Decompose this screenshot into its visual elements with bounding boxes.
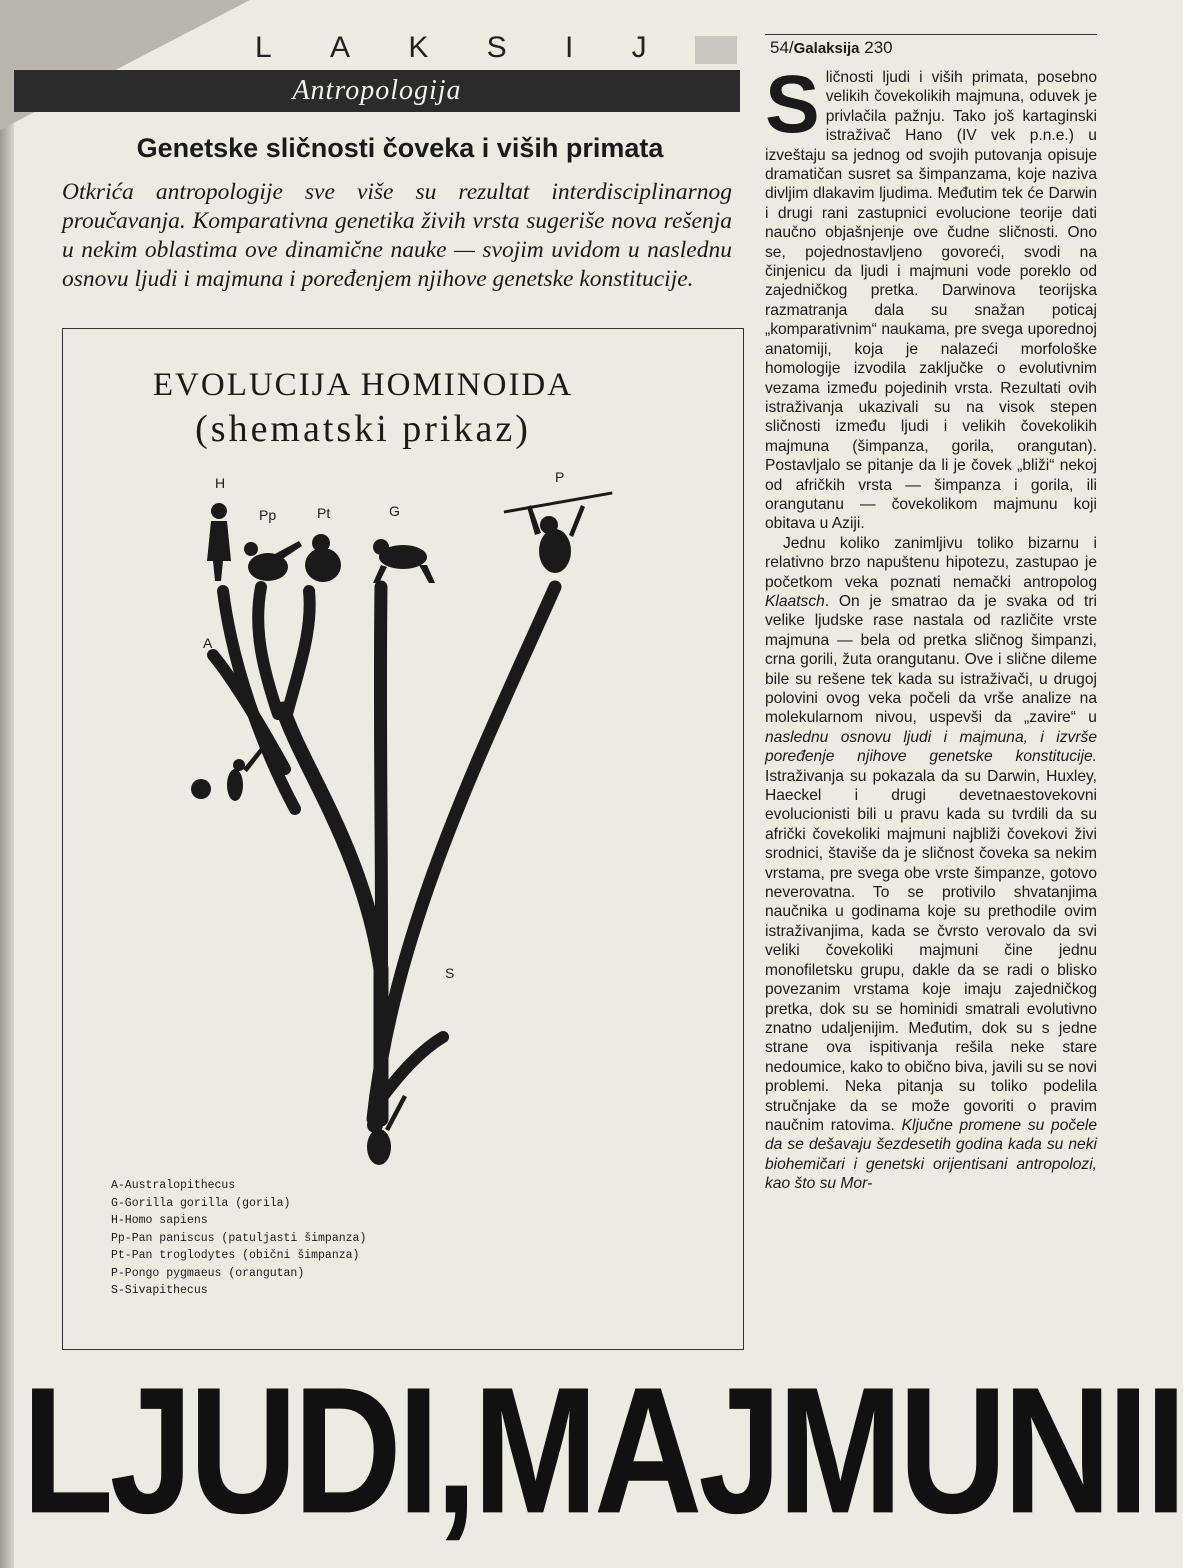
legend-item: P-Pongo pygmaeus (orangutan): [111, 1266, 305, 1280]
body-text-italic: Ključne promene su počele da se dešavaju šezdesetih godina kada su neki biohemičari i genetski orijentisani antropolozi, kao što su Mor-: [765, 1116, 1098, 1193]
headline: [22, 1342, 1183, 1558]
page-edge: [0, 0, 14, 1568]
tree-branch-perch: [504, 491, 613, 513]
headline-word: MAJMUNI: [473, 1348, 1146, 1551]
legend-item: H-Homo sapiens: [111, 1214, 208, 1227]
tree-label-h: H: [215, 475, 226, 491]
masthead-letter: A: [330, 31, 351, 64]
figure-title: EVOLUCIJA HOMINOIDA: [152, 367, 574, 403]
figure-legend: [111, 1177, 366, 1300]
masthead-letter: L: [255, 31, 272, 64]
headline-word: LJUDI,: [22, 1348, 474, 1551]
body-text-italic: naslednu osnovu ljudi i majmuna, i izvrše poređenje njihove genetske konstitucije.: [765, 728, 1097, 766]
phylogenetic-tree: [63, 329, 743, 1169]
issue-number: 230: [859, 38, 893, 57]
body-paragraph: [765, 59, 1097, 534]
magazine-name: Galaksija: [793, 40, 860, 57]
legend-item: Pp-Pan paniscus (patuljasti šimpanza): [111, 1231, 367, 1245]
article-lead: Otkrića antropologije sve više su rezultat interdisciplinarnog proučavanja. Komparativna genetika živih vrsta sugeriše nova rešenja u nekim oblastima ove dinamične nauke — svojim uvidom u naslednu osnovu ljudi i majmuna i poređenjem njihove genetske konstitucije.: [62, 179, 732, 292]
masthead-letter: K: [408, 31, 429, 64]
tree-label-a: A: [203, 635, 213, 651]
human-silhouette: [207, 503, 231, 581]
bonobo-silhouette: [244, 541, 302, 581]
masthead: [255, 30, 725, 66]
tree-label-g: G: [389, 503, 400, 519]
article-body: [765, 59, 1098, 1194]
chimpanzee-silhouette: [305, 534, 341, 582]
article-title: Genetske sličnosti čoveka i viših primata: [136, 133, 664, 163]
body-text: . On je smatrao da je svaka od tri velike ljudske rase nastala od različite vrste majmuna — bela od pretka sličnog šimpanzi, crna gorili, žuta orangutanu. Ove i slične dileme bile su rešene tek kada su istraživači, u drugoj polovini ovog veka počeli da vrše analize na molekularnom nivou, uspevši da „zavire“ u: [765, 592, 1097, 727]
masthead-letter: J: [631, 31, 647, 64]
column-rule: [765, 34, 1097, 35]
legend-item: Pt-Pan troglodytes (obični šimpanza): [111, 1249, 360, 1262]
headline-word: I: [1145, 1348, 1183, 1551]
page-number: [770, 38, 893, 58]
branch-pp: [258, 587, 278, 714]
body-text: Istraživanja su pokazala da su Darwin, Huxley, Haeckel i drugi devetnaestovekovni evolucionisti bili u pravu kada su tvrdili da su afrički čovekoliki majmuni najbliži čovekovi živi srodnici, štaviše da je sličnost čoveka sa nekim vrstama, pre svega obe vrste šimpanze, gotovo neverovatna. To se protivilo shvatanjima naučnika u godinama koje su prethodile ovim istraživanjima, kada se čvrsto verovalo da svi veliki čovekoliki majmuni čine jednu monofiletsku grupu, dakle da se radi o blisko povezanim vrstama koje imaju zajedničkog pretka, dok su se hominidi smatrali evolutivno znatno udaljenijim. Međutim, dok su s jedne strane ova ispitivanja rešila neke stare nedoumice, kako to obično biva, javili su se novi problemi. Neka pitanja su toliko podelila stručnjake da se može govoriti o pravim naučnim ratovima.: [765, 767, 1097, 1134]
legend-item: G-Gorilla gorilla (gorila): [111, 1196, 291, 1210]
tree-label-pt: Pt: [317, 505, 331, 521]
branch-p: [373, 587, 555, 1119]
tree-label-p: P: [555, 469, 565, 485]
branch-main: [283, 709, 381, 1119]
drop-cap: S: [765, 59, 820, 150]
page-number-value: 54/: [770, 38, 794, 57]
legend-item: A-Australopithecus: [111, 1179, 236, 1192]
tree-label-s: S: [445, 965, 455, 981]
masthead-block: [695, 36, 737, 64]
masthead-letter: S: [486, 31, 507, 64]
section-banner: Antropologija: [14, 70, 740, 112]
body-text: Jednu koliko zanimljivu toliko bizarnu i relativno brzo napuštenu hipotezu, zastupao je početkom veka poznati nemački antropolog: [765, 534, 1097, 591]
figure-subtitle: (shematski prikaz): [195, 408, 531, 450]
gorilla-silhouette: [373, 539, 435, 583]
body-text: ličnosti ljudi i viših primata, posebno velikih čovekolikih majmuna, oduvek je privlačila pažnju. Tako još kartaginski istraživač Hano (IV vek p.n.e.) u izveštaju sa jednog od svojih putovanja opisuje dramatičan susret sa šimpanzama, koje naziva divljim dlakavim ljudima. Međutim tek će Darwin i drugi rani zastupnici evolucione teorije dati naučno objašnjenje ove čudne sličnosti. Ono se, pojednostavljeno govoreći, svodi na činjenicu da ljudi i majmuni vode poreklo od zajedničkog pretka. Darwinova teorijska razmatranja dala su snažan poticaj „komparativnim“ naukama, pre svega uporednoj anatomiji, koja je nalazeći morfološke homologije izvodila zaključke o evolutivnim vezama između pojedinih vrsta. Rezultati ovih istraživanja ukazivali su na visok stepen sličnosti između ljudi i velikih čovekolikih majmuna (šimpanza, gorila, orangutan). Postavljalo se pitanje da li je čovek „bliži“ nekoj od afričkih vrsta — šimpanza i gorila, ili orangutanu — čovekolikom majmunu koji obitava u Aziji.: [765, 69, 1097, 533]
branch-pt: [287, 591, 310, 714]
body-text-italic: Klaatsch: [765, 592, 825, 610]
tree-label-pp: Pp: [259, 507, 277, 523]
masthead-letter: I: [564, 31, 574, 64]
orangutan-silhouette: [527, 505, 585, 573]
body-paragraph: [765, 534, 1097, 1194]
hominoid-evolution-figure: [62, 328, 744, 1350]
ancestor-silhouette-a: [191, 747, 264, 801]
legend-item: S-Sivapithecus: [111, 1284, 208, 1297]
